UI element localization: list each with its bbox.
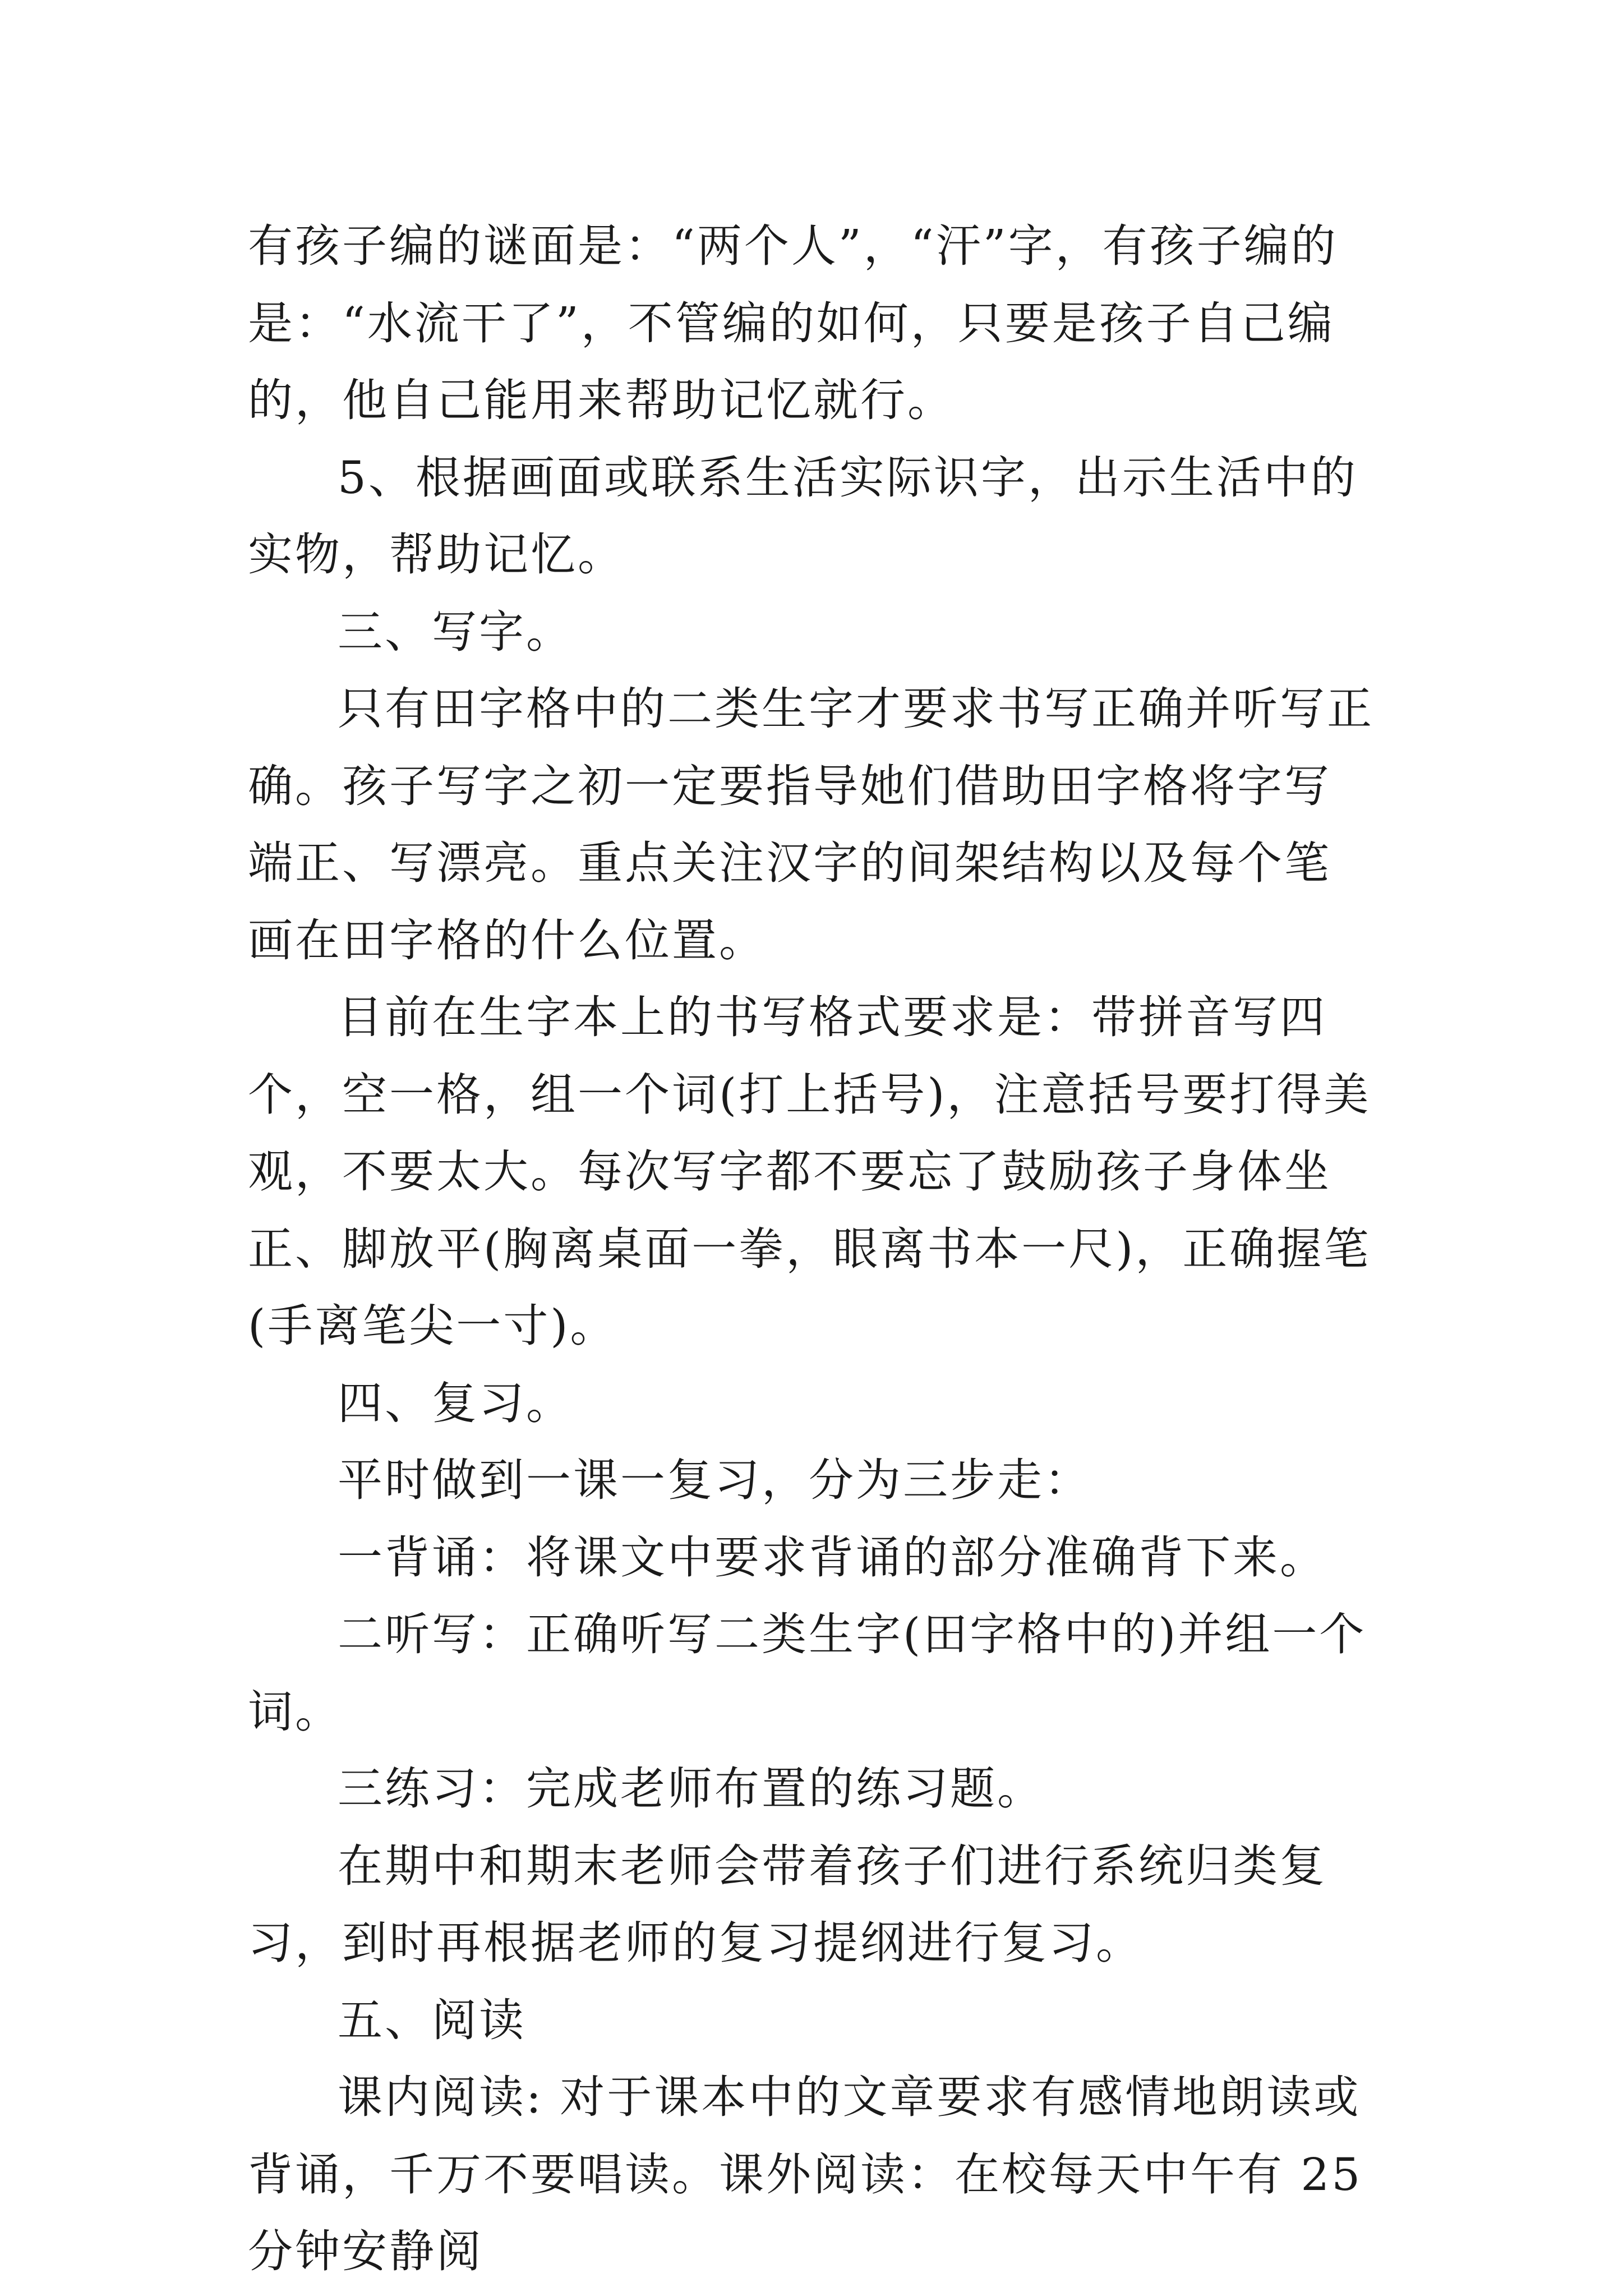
paragraph-riddle-examples: 有孩子编的谜面是：“两个人”，“汗”字，有孩子编的是：“水流干了”，不管编的如何，只要是孩子自己编的，他自己能用来帮助记忆就行。 — [248, 220, 1338, 426]
paragraph-step-practice: 三练习：完成老师布置的练习题。 — [338, 1763, 1044, 1815]
paragraph-step-dictation: 二听写：正确听写二类生字(田字格中的)并组一个词。 — [248, 1608, 1367, 1738]
paragraph-step-recite: 一背诵：将课文中要求背诵的部分准确背下来。 — [338, 1531, 1327, 1584]
heading-review: 四、复习。 — [338, 1377, 573, 1429]
paragraph-reading: 课内阅读: 对于课本中的文章要求有感情地朗读或背诵，千万不要唱读。课外阅读：在校每天中午有 25 分钟安静阅 — [248, 2071, 1363, 2277]
document-body — [248, 208, 1375, 2290]
heading-writing: 三、写字。 — [338, 605, 573, 658]
paragraph-writing-requirements: 只有田字格中的二类生字才要求书写正确并听写正确。孩子写字之初一定要指导她们借助田字格将字写端正、写漂亮。重点关注汉字的间架结构以及每个笔画在田字格的什么位置。 — [248, 683, 1374, 967]
heading-reading: 五、阅读 — [338, 1994, 526, 2046]
paragraph-writing-format: 目前在生字本上的书写格式要求是：带拼音写四个，空一格，组一个词(打上括号)，注意括号要打得美观，不要太大。每次写字都不要忘了鼓励孩子身体坐正、脚放平(胸离桌面一拳，眼离书本一尺)，正确握笔(手离笔尖一寸)。 — [248, 991, 1371, 1352]
paragraph-item-5: 5、根据画面或联系生活实际识字，出示生活中的实物，帮助记忆。 — [248, 451, 1358, 581]
paragraph-review-steps: 平时做到一课一复习，分为三步走： — [338, 1454, 1091, 1506]
paragraph-term-review: 在期中和期末老师会带着孩子们进行系统归类复习，到时再根据老师的复习提纲进行复习。 — [248, 1839, 1327, 1969]
